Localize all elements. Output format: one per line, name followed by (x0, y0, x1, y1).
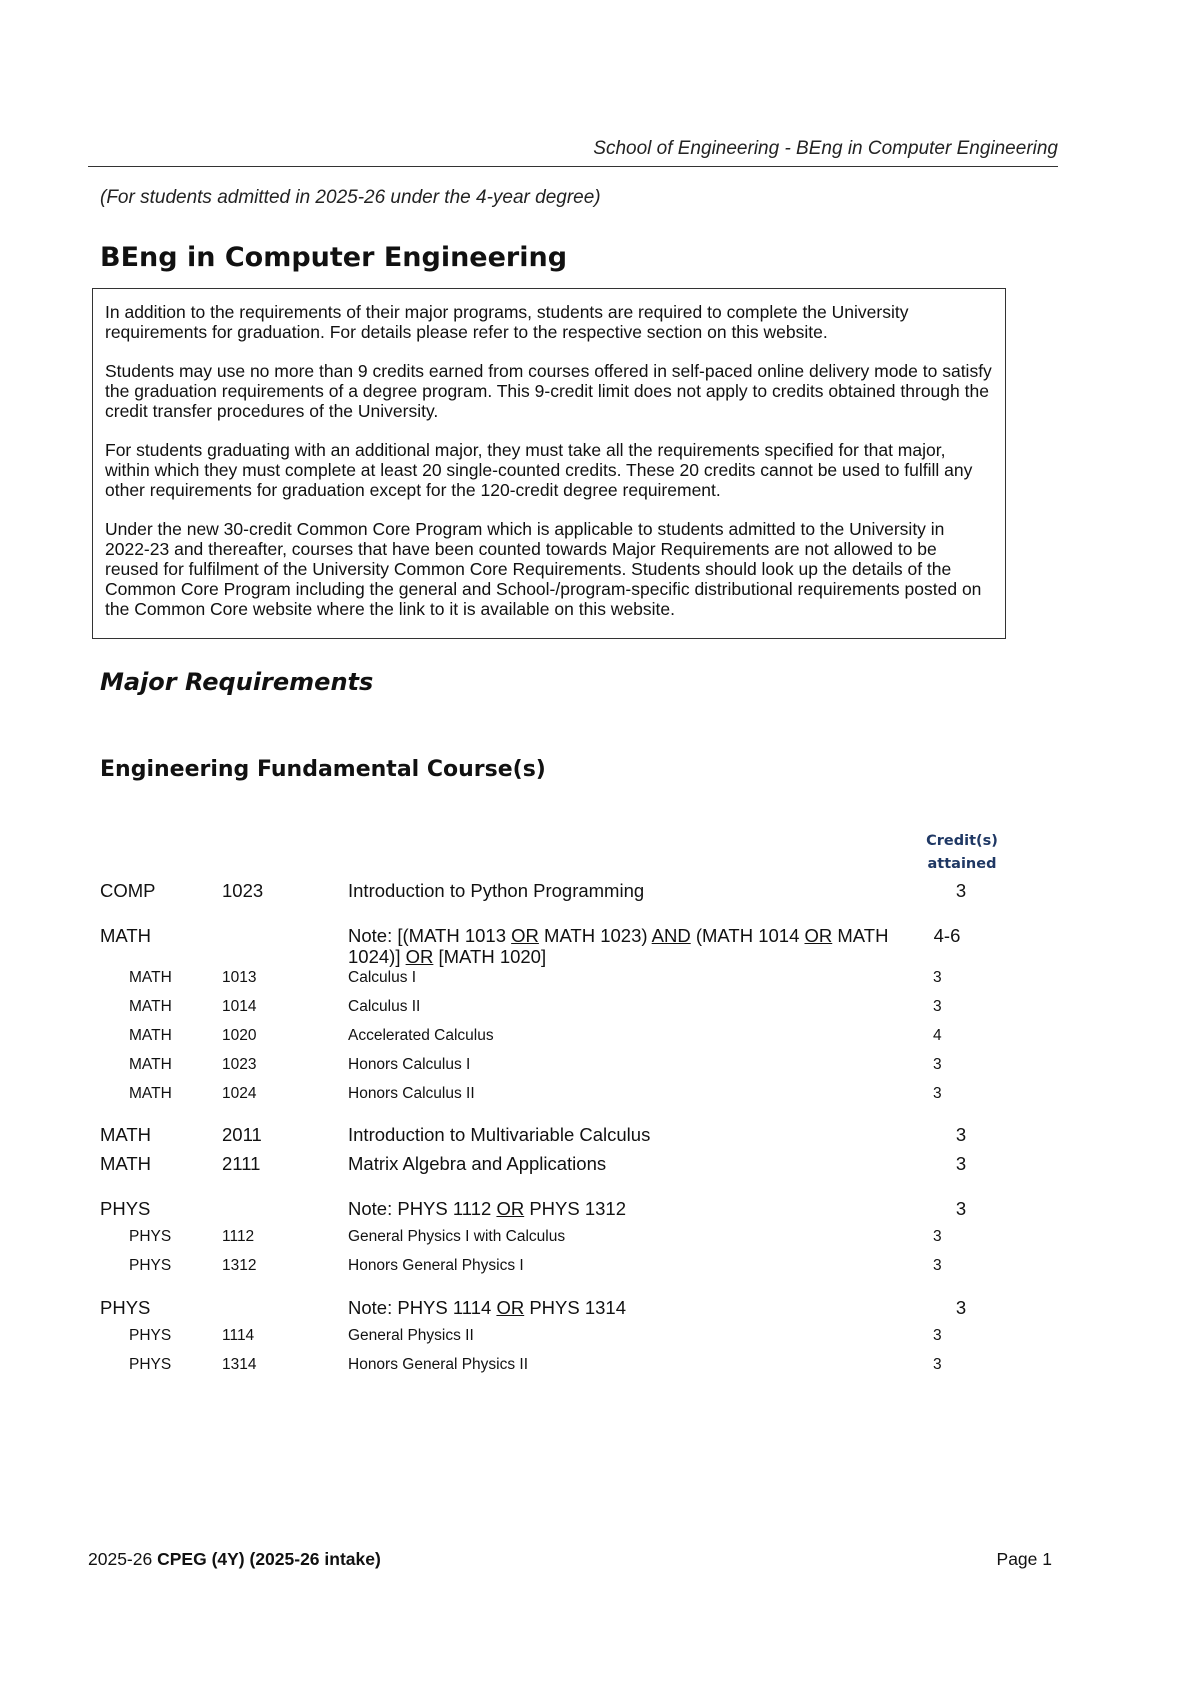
course-credits: 3 (955, 1198, 967, 1219)
course-credits: 3 (955, 1124, 967, 1145)
course-subject: PHYS (129, 1327, 172, 1344)
note-text: PHYS 1312 (524, 1198, 627, 1219)
course-title: General Physics I with Calculus (348, 1228, 566, 1245)
course-subject: MATH (129, 969, 172, 986)
course-subject: MATH (100, 925, 152, 946)
note-text: Note: [(MATH 1013 (348, 925, 512, 946)
page-header: School of Engineering - BEng in Computer Engineering (593, 138, 1058, 159)
note-or-keyword: OR (511, 925, 539, 946)
course-title: Calculus II (348, 998, 421, 1015)
course-credits: 3 (955, 880, 967, 901)
course-credits: 3 (933, 969, 942, 986)
course-code: 2111 (222, 1153, 261, 1174)
course-title: General Physics II (348, 1327, 474, 1344)
page-footer-program (88, 1549, 381, 1570)
course-group-note (348, 1297, 908, 1318)
footer-year: 2025-26 (88, 1549, 153, 1569)
course-credits: 3 (933, 1327, 942, 1344)
requirements-notice-box (92, 288, 1006, 639)
course-title: Introduction to Multivariable Calculus (348, 1124, 651, 1145)
course-title: Introduction to Python Programming (348, 880, 645, 901)
course-title: Honors General Physics I (348, 1257, 524, 1274)
course-credits: 3 (933, 1356, 942, 1373)
course-code: 1013 (222, 969, 257, 986)
note-text: MATH 1024)] (348, 925, 889, 967)
course-title: Calculus I (348, 969, 417, 986)
note-text: (MATH 1014 (690, 925, 805, 946)
course-subject: PHYS (100, 1198, 151, 1219)
course-code: 1112 (222, 1228, 255, 1245)
course-code: 1114 (222, 1327, 255, 1344)
note-text: Note: PHYS 1114 (348, 1297, 497, 1318)
course-subject: MATH (100, 1153, 152, 1174)
note-text: Note: PHYS 1112 (348, 1198, 497, 1219)
course-subject: MATH (129, 1027, 172, 1044)
note-or-keyword: OR (496, 1297, 525, 1318)
course-credits: 3 (933, 1056, 942, 1073)
course-code: 1020 (222, 1027, 257, 1044)
course-group-note (348, 1198, 908, 1219)
course-subject: MATH (129, 1085, 172, 1102)
course-code: 1023 (222, 1056, 257, 1073)
footer-program: CPEG (4Y) (2025-26 intake) (157, 1549, 381, 1569)
course-group-note (348, 925, 908, 967)
course-credits: 3 (933, 998, 942, 1015)
course-title: Accelerated Calculus (348, 1027, 494, 1044)
header-rule (88, 166, 1058, 167)
notice-paragraph: In addition to the requirements of their major programs, students are required to complete the University requirements for graduation. For details please refer to the respective section on this website. (105, 302, 909, 342)
course-subject: MATH (100, 1124, 152, 1145)
course-credits: 3 (933, 1085, 942, 1102)
document-title: BEng in Computer Engineering (100, 242, 568, 273)
note-text: PHYS 1314 (524, 1297, 627, 1318)
note-or-keyword: OR (496, 1198, 525, 1219)
course-credits: 3 (933, 1228, 942, 1245)
course-code: 2011 (222, 1124, 262, 1145)
course-credits: 3 (955, 1153, 967, 1174)
note-text: [MATH 1020] (433, 946, 547, 967)
notice-paragraph: Under the new 30-credit Common Core Program which is applicable to students admitted to the University in 2022-23 and thereafter, courses that have been counted towards Major Requirements are not allowed to be reused for fulfilment of the University Common Core Requirements. Students should look up the details of the Common Core Program including the general and School-/program-specific distributional requirements posted on the Common Core website where the link to it is available on this website. (105, 519, 982, 619)
course-subject: MATH (129, 998, 172, 1015)
notice-paragraph: Students may use no more than 9 credits earned from courses offered in self-paced online delivery mode to satisfy the graduation requirements of a degree program. This 9-credit limit does not apply to credits obtained through the credit transfer procedures of the University. (105, 361, 992, 421)
course-credits: 3 (933, 1257, 942, 1274)
course-credits: 4-6 (933, 925, 961, 946)
course-subject: PHYS (129, 1356, 172, 1373)
note-or-keyword: OR (804, 925, 833, 946)
credit-header-line: Credit(s) (926, 833, 998, 849)
course-title: Honors General Physics II (348, 1356, 529, 1373)
course-subject: PHYS (129, 1228, 172, 1245)
note-text: MATH 1023) (538, 925, 652, 946)
note-or-keyword: OR (405, 946, 434, 967)
credit-header-line: attained (927, 856, 997, 872)
course-code: 1023 (222, 880, 264, 901)
course-code: 1014 (222, 998, 257, 1015)
course-subject: PHYS (129, 1257, 172, 1274)
course-code: 1024 (222, 1085, 257, 1102)
intake-note: (For students admitted in 2025-26 under the 4-year degree) (100, 187, 601, 208)
major-requirements-title: Major Requirements (100, 668, 374, 696)
page-number: Page 1 (996, 1549, 1052, 1569)
course-title: Honors Calculus II (348, 1085, 475, 1102)
course-subject: COMP (100, 880, 156, 901)
engineering-fundamental-title: Engineering Fundamental Course(s) (100, 757, 546, 782)
course-credits: 4 (933, 1027, 942, 1044)
course-title: Matrix Algebra and Applications (348, 1153, 607, 1174)
note-and-keyword: AND (651, 925, 691, 946)
credit-column-header (912, 830, 1012, 876)
course-code: 1312 (222, 1257, 257, 1274)
course-subject: MATH (129, 1056, 172, 1073)
notice-paragraph: For students graduating with an additional major, they must take all the requirements specified for that major, within which they must complete at least 20 single-counted credits. These 20 credits cannot be used to fulfill any other requirements for graduation except for the 120-credit degree requirement. (105, 440, 973, 500)
course-code: 1314 (222, 1356, 257, 1373)
course-subject: PHYS (100, 1297, 151, 1318)
course-credits: 3 (955, 1297, 967, 1318)
course-title: Honors Calculus I (348, 1056, 471, 1073)
